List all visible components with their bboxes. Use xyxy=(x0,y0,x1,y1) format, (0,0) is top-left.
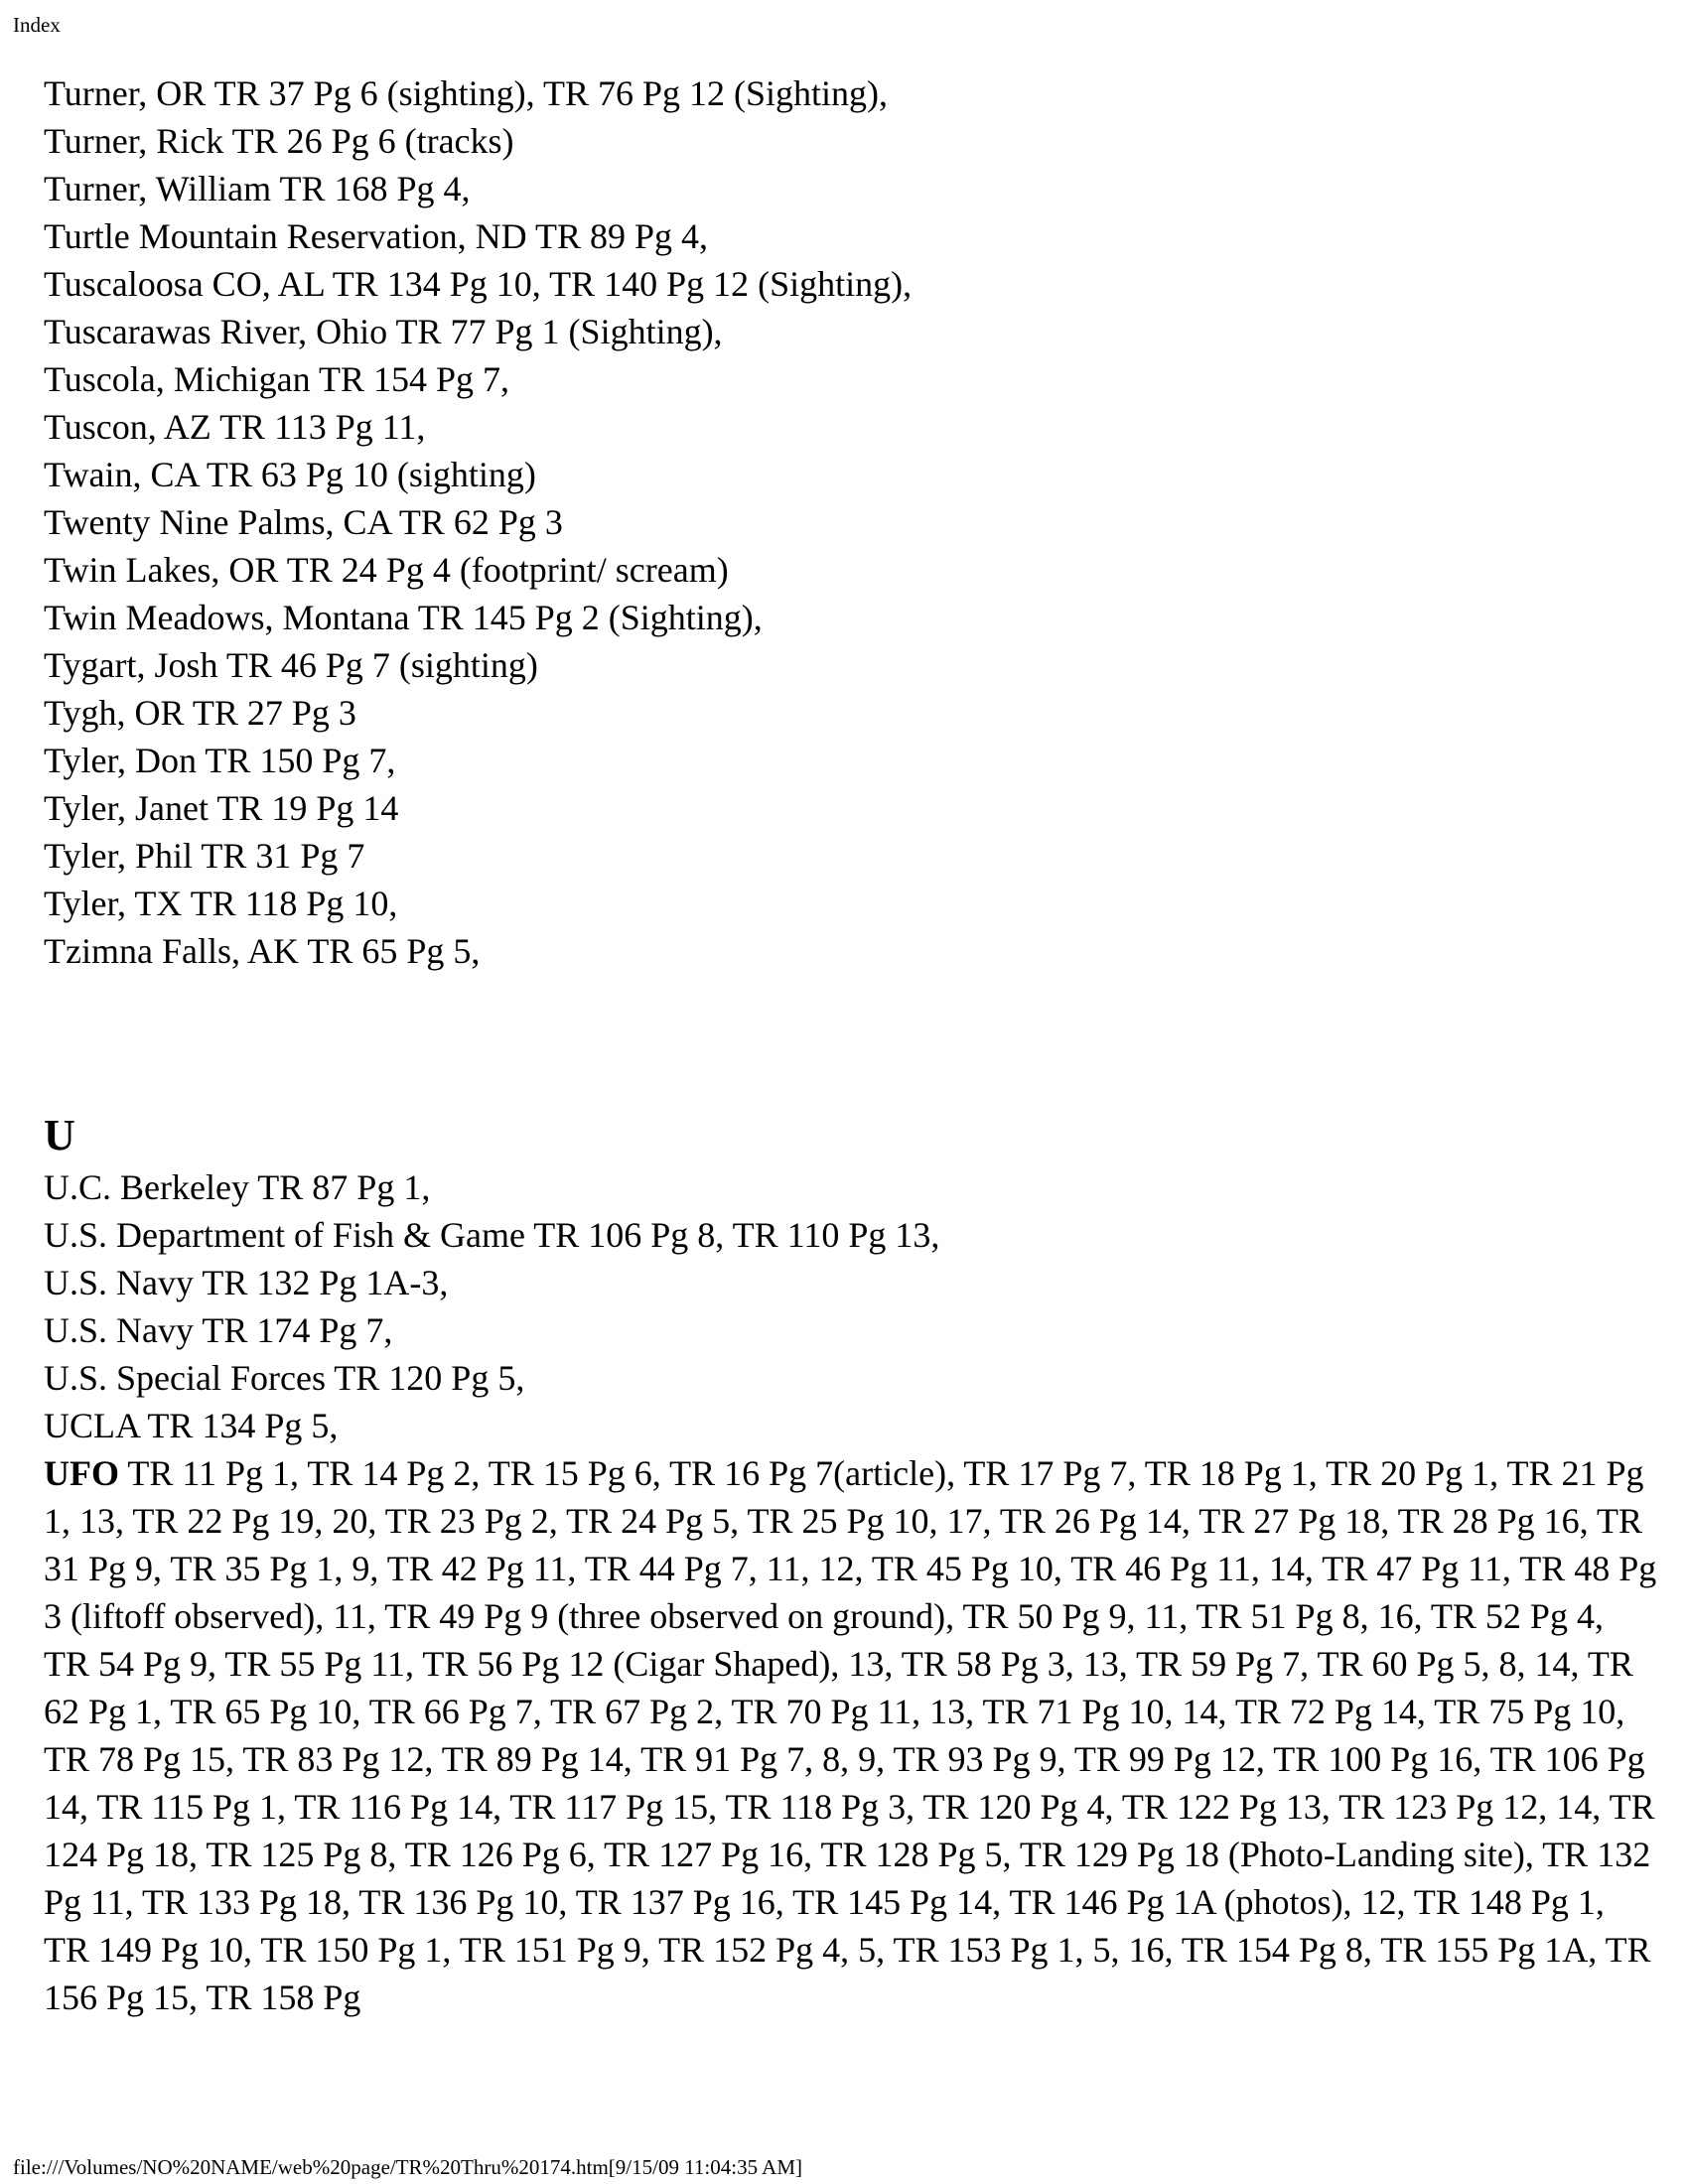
index-entry: U.S. Special Forces TR 120 Pg 5, xyxy=(44,1358,525,1398)
index-entry: U.S. Navy TR 132 Pg 1A-3, xyxy=(44,1263,449,1302)
index-entry: Tygh, OR TR 27 Pg 3 xyxy=(44,693,356,733)
index-entry: Tyler, Janet TR 19 Pg 14 xyxy=(44,788,399,828)
index-entry: Tuscaloosa CO, AL TR 134 Pg 10, TR 140 Pg 12 (Sighting), xyxy=(44,264,913,304)
index-entry: Tzimna Falls, AK TR 65 Pg 5, xyxy=(44,931,481,971)
u-entries-list xyxy=(44,1163,1657,1449)
index-entry: Turner, OR TR 37 Pg 6 (sighting), TR 76 Pg 12 (Sighting), xyxy=(44,73,888,113)
index-entry: UCLA TR 134 Pg 5, xyxy=(44,1406,339,1445)
ufo-entry xyxy=(44,1449,1657,2021)
t-entries-list xyxy=(44,69,1657,975)
ufo-references: TR 11 Pg 1, TR 14 Pg 2, TR 15 Pg 6, TR 16 Pg 7(article), TR 17 Pg 7, TR 18 Pg 1, TR 20 Pg 1, TR 21 Pg 1, 13, TR 22 Pg 19, 20, TR 23 Pg 2, TR 24 Pg 5, TR 25 Pg 10, 17, TR 26 Pg 14, TR 27 Pg 18, TR 28 Pg 16, TR 31 Pg 9, TR 35 Pg 1, 9, TR 42 Pg 11, TR 44 Pg 7, 11, 12, TR 45 Pg 10, TR 46 Pg 11, 14, TR 47 Pg 11, TR 48 Pg 3 (liftoff observed), 11, TR 49 Pg 9 (three observed on ground), TR 50 Pg 9, 11, TR 51 Pg 8, 16, TR 52 Pg 4, TR 54 Pg 9, TR 55 Pg 11, TR 56 Pg 12 (Cigar Shaped), 13, TR 58 Pg 3, 13, TR 59 Pg 7, TR 60 Pg 5, 8, 14, TR 62 Pg 1, TR 65 Pg 10, TR 66 Pg 7, TR 67 Pg 2, TR 70 Pg 11, 13, TR 71 Pg 10, 14, TR 72 Pg 14, TR 75 Pg 10, TR 78 Pg 15, TR 83 Pg 12, TR 89 Pg 14, TR 91 Pg 7, 8, 9, TR 93 Pg 9, TR 99 Pg 12, TR 100 Pg 16, TR 106 Pg 14, TR 115 Pg 1, TR 116 Pg 14, TR 117 Pg 15, TR 118 Pg 3, TR 120 Pg 4, TR 122 Pg 13, TR 123 Pg 12, 14, TR 124 Pg 18, TR 125 Pg 8, TR 126 Pg 6, TR 127 Pg 16, TR 128 Pg 5, TR 129 Pg 18 (Photo-Landing site), TR 132 Pg 11, TR 133 Pg 18, TR 136 Pg 10, TR 137 Pg 16, TR 145 Pg 14, TR 146 Pg 1A (photos), 12, TR 148 Pg 1, TR 149 Pg 10, TR 150 Pg 1, TR 151 Pg 9, TR 152 Pg 4, 5, TR 153 Pg 1, 5, 16, TR 154 Pg 8, TR 155 Pg 1A, TR 156 Pg 15, TR 158 Pg xyxy=(44,1453,1657,2017)
index-entry: U.S. Navy TR 174 Pg 7, xyxy=(44,1310,393,1350)
index-entry: U.S. Department of Fish & Game TR 106 Pg 8, TR 110 Pg 13, xyxy=(44,1215,940,1255)
ufo-term: UFO xyxy=(44,1453,119,1493)
index-entry: Twin Meadows, Montana TR 145 Pg 2 (Sighting), xyxy=(44,598,763,637)
index-content xyxy=(44,69,1657,2021)
index-entry: Turtle Mountain Reservation, ND TR 89 Pg 4, xyxy=(44,216,709,256)
index-entry: Twenty Nine Palms, CA TR 62 Pg 3 xyxy=(44,502,563,542)
index-entry: U.C. Berkeley TR 87 Pg 1, xyxy=(44,1167,431,1207)
section-heading-u: U xyxy=(44,1111,75,1160)
index-entry: Tyler, Phil TR 31 Pg 7 xyxy=(44,836,365,876)
index-entry: Tuscarawas River, Ohio TR 77 Pg 1 (Sighting), xyxy=(44,312,723,351)
index-entry: Tuscola, Michigan TR 154 Pg 7, xyxy=(44,359,510,399)
index-entry: Tygart, Josh TR 46 Pg 7 (sighting) xyxy=(44,645,538,685)
index-entry: Tyler, TX TR 118 Pg 10, xyxy=(44,884,398,923)
page-header: Index xyxy=(13,13,61,37)
index-entry: Twin Lakes, OR TR 24 Pg 4 (footprint/ scream) xyxy=(44,550,729,590)
index-entry: Turner, Rick TR 26 Pg 6 (tracks) xyxy=(44,121,514,161)
section-spacer xyxy=(44,975,1657,1108)
index-entry: Twain, CA TR 63 Pg 10 (sighting) xyxy=(44,455,536,494)
index-entry: Turner, William TR 168 Pg 4, xyxy=(44,169,471,208)
index-entry: Tyler, Don TR 150 Pg 7, xyxy=(44,741,396,780)
page-footer-source: file:///Volumes/NO%20NAME/web%20page/TR%20Thru%20174.htm[9/15/09 11:04:35 AM] xyxy=(13,2155,803,2179)
index-entry: Tuscon, AZ TR 113 Pg 11, xyxy=(44,407,426,447)
